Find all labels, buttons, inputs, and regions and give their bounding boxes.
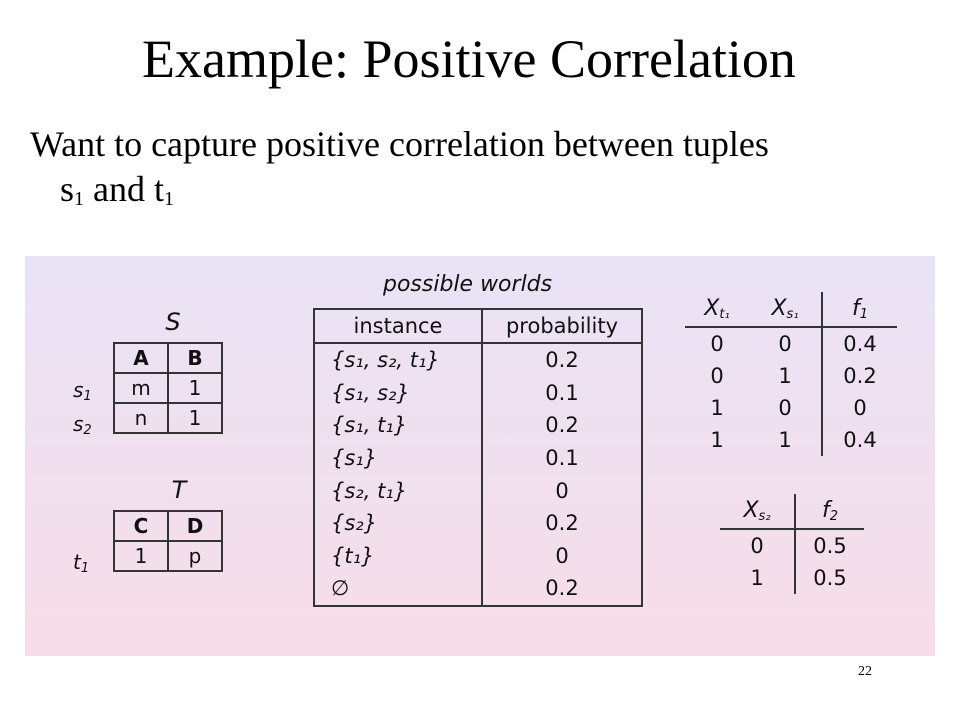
possible-worlds-table: [313, 308, 643, 607]
instance-cell: {s₁, s₂}: [314, 377, 482, 410]
probability-cell: 0.2: [482, 507, 642, 540]
column-header: A: [114, 343, 168, 373]
table-cell: 0.2: [822, 360, 897, 392]
table-cell: 1: [710, 396, 724, 420]
relation-s-table: [113, 342, 223, 434]
table-cell: 0.5: [795, 529, 864, 562]
probability-cell: 0.2: [482, 572, 642, 606]
table-row: [685, 360, 897, 392]
instance-cell: {s₂}: [314, 507, 482, 540]
table-header-row: [314, 309, 642, 343]
table-row: [114, 541, 222, 571]
table-cell: 0: [750, 534, 764, 558]
table-cell: 1: [114, 541, 168, 571]
row-label-s2: $s_2$: [73, 412, 92, 438]
column-header: B: [168, 343, 222, 373]
column-header: instance: [314, 309, 482, 343]
table-row: [314, 409, 642, 442]
instance-cell: {s₁}: [314, 442, 482, 475]
bullet-text: [30, 122, 930, 212]
column-header: $X_{s_1}$: [749, 292, 822, 327]
table-row: [114, 373, 222, 403]
table-row: [314, 540, 642, 573]
table-row: [114, 403, 222, 433]
table-row: [314, 343, 642, 377]
probability-cell: 0: [482, 474, 642, 507]
table-row: [314, 507, 642, 540]
table-cell: 0.5: [795, 562, 864, 594]
row-label-t1: $t_1$: [73, 550, 90, 576]
table-row: [685, 327, 897, 360]
relation-s-title: S: [165, 308, 181, 336]
table-cell: n: [114, 403, 168, 433]
factor-f2-table: [720, 494, 864, 594]
table-cell: 1: [168, 403, 222, 433]
table-row: [314, 377, 642, 410]
table-cell: 0.4: [822, 424, 897, 456]
table-cell: 1: [778, 428, 792, 452]
table-cell: 0: [710, 364, 724, 388]
probability-cell: 0.2: [482, 343, 642, 377]
possible-worlds-title: possible worlds: [383, 272, 553, 297]
bullet-line-2: $s_1$ and $t_1$: [60, 169, 174, 210]
table-header-row: [114, 343, 222, 373]
row-label-s1: $s_1$: [73, 378, 92, 404]
example-figure: [25, 256, 935, 656]
table-cell: 0: [778, 396, 792, 420]
table-header-row: [114, 511, 222, 541]
instance-cell: {s₂, t₁}: [314, 474, 482, 507]
table-row: [685, 424, 897, 456]
table-cell: 0: [822, 392, 897, 424]
table-cell: 0: [778, 332, 792, 356]
table-cell: 1: [778, 364, 792, 388]
probability-cell: 0.2: [482, 409, 642, 442]
table-row: [314, 572, 642, 606]
table-row: [314, 474, 642, 507]
table-row: [685, 392, 897, 424]
table-cell: 0: [710, 332, 724, 356]
probability-cell: 0.1: [482, 377, 642, 410]
table-cell: 0.4: [822, 327, 897, 360]
column-header: $f_1$: [822, 292, 897, 327]
column-header: D: [168, 511, 222, 541]
table-cell: 1: [710, 428, 724, 452]
page-number: 22: [858, 664, 872, 679]
slide-title: Example: Positive Correlation: [142, 29, 796, 89]
table-row: [314, 442, 642, 475]
table-row: [720, 562, 864, 594]
instance-cell: ∅: [314, 572, 482, 606]
table-cell: p: [168, 541, 222, 571]
instance-cell: {s₁, s₂, t₁}: [314, 343, 482, 377]
bullet-line-1: Want to capture positive correlation between tuples: [30, 124, 769, 164]
table-row: [720, 529, 864, 562]
table-cell: 1: [168, 373, 222, 403]
column-header: $X_{t_1}$: [685, 292, 749, 327]
relation-t-table: [113, 510, 223, 572]
table-header-row: [720, 494, 864, 529]
instance-cell: {s₁, t₁}: [314, 409, 482, 442]
relation-t-title: T: [171, 476, 187, 504]
factor-f1-table: [685, 292, 897, 456]
column-header: probability: [482, 309, 642, 343]
instance-cell: {t₁}: [314, 540, 482, 573]
table-cell: 1: [750, 566, 764, 590]
column-header: C: [114, 511, 168, 541]
probability-cell: 0.1: [482, 442, 642, 475]
column-header: $X_{s_2}$: [720, 494, 795, 529]
table-header-row: [685, 292, 897, 327]
table-cell: m: [114, 373, 168, 403]
column-header: $f_2$: [795, 494, 864, 529]
probability-cell: 0: [482, 540, 642, 573]
